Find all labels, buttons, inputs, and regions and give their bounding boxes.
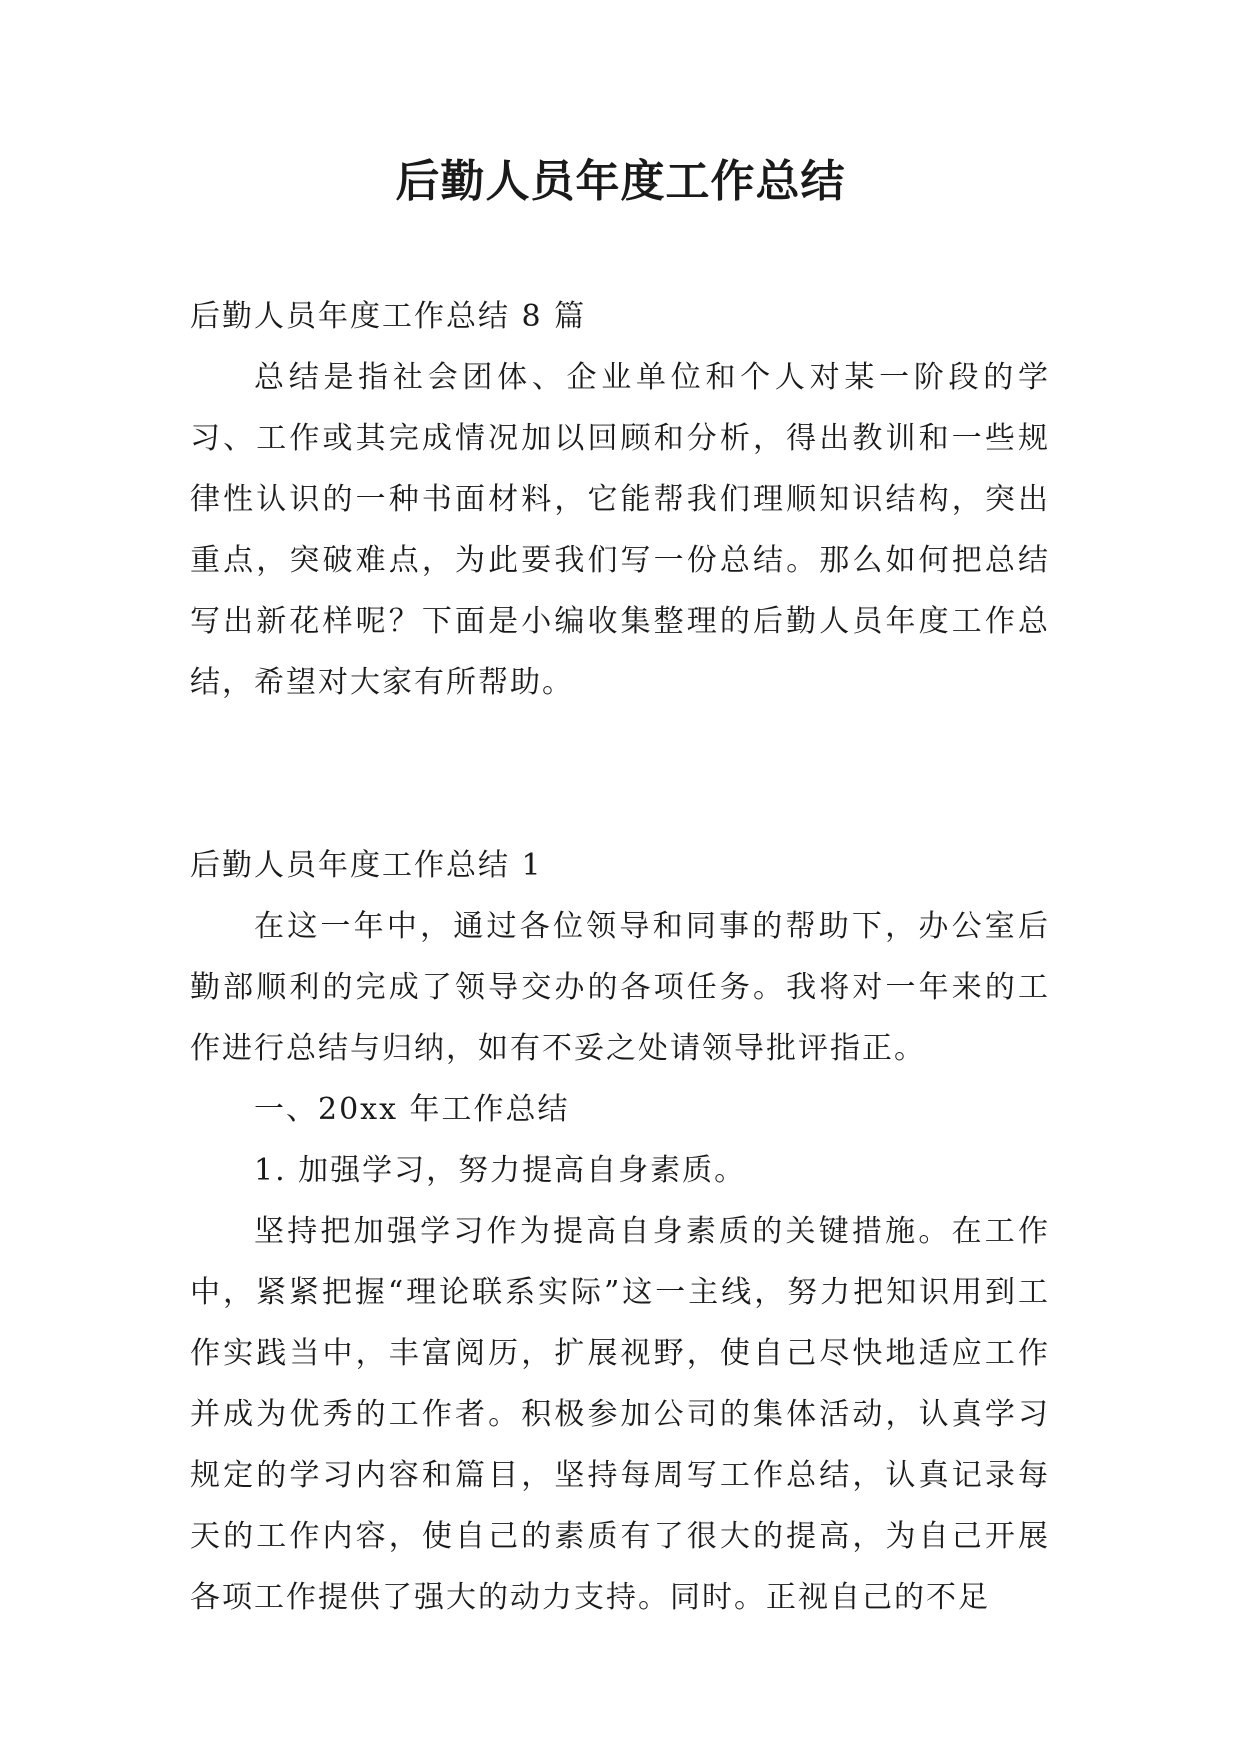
item-one-heading: 1. 加强学习，努力提高自身素质。	[254, 1153, 747, 1188]
section-heading: 后勤人员年度工作总结 1	[190, 848, 543, 883]
section-spacer	[190, 713, 1050, 835]
item-one-paragraph: 坚持把加强学习作为提高自身素质的关键措施。在工作中，紧紧把握“理论联系实际”这一主线，努力把知识用到工作实践当中，丰富阅历，扩展视野，使自己尽快地适应工作并成为优秀的工作者。积极参加公司的集体活动，认真学习规定的学习内容和篇目，坚持每周写工作总结，认真记录每天的工作内容，使自己的素质有了很大的提高，为自己开展各项工作提供了强大的动力支持。同时。正视自己的不足	[190, 1214, 1050, 1615]
document-subtitle: 后勤人员年度工作总结 8 篇	[190, 299, 587, 334]
section-intro-paragraph: 在这一年中，通过各位领导和同事的帮助下，办公室后勤部顺利的完成了领导交办的各项任务。我将对一年来的工作进行总结与归纳，如有不妥之处请领导批评指正。	[190, 909, 1050, 1066]
document-title: 后勤人员年度工作总结	[395, 156, 846, 207]
document-body	[190, 286, 1050, 1628]
heading-one: 一、20xx 年工作总结	[254, 1092, 570, 1127]
intro-paragraph: 总结是指社会团体、企业单位和个人对某一阶段的学习、工作或其完成情况加以回顾和分析，得出教训和一些规律性认识的一种书面材料，它能帮我们理顺知识结构，突出重点，突破难点，为此要我们写一份总结。那么如何把总结写出新花样呢？下面是小编收集整理的后勤人员年度工作总结，希望对大家有所帮助。	[190, 360, 1050, 700]
